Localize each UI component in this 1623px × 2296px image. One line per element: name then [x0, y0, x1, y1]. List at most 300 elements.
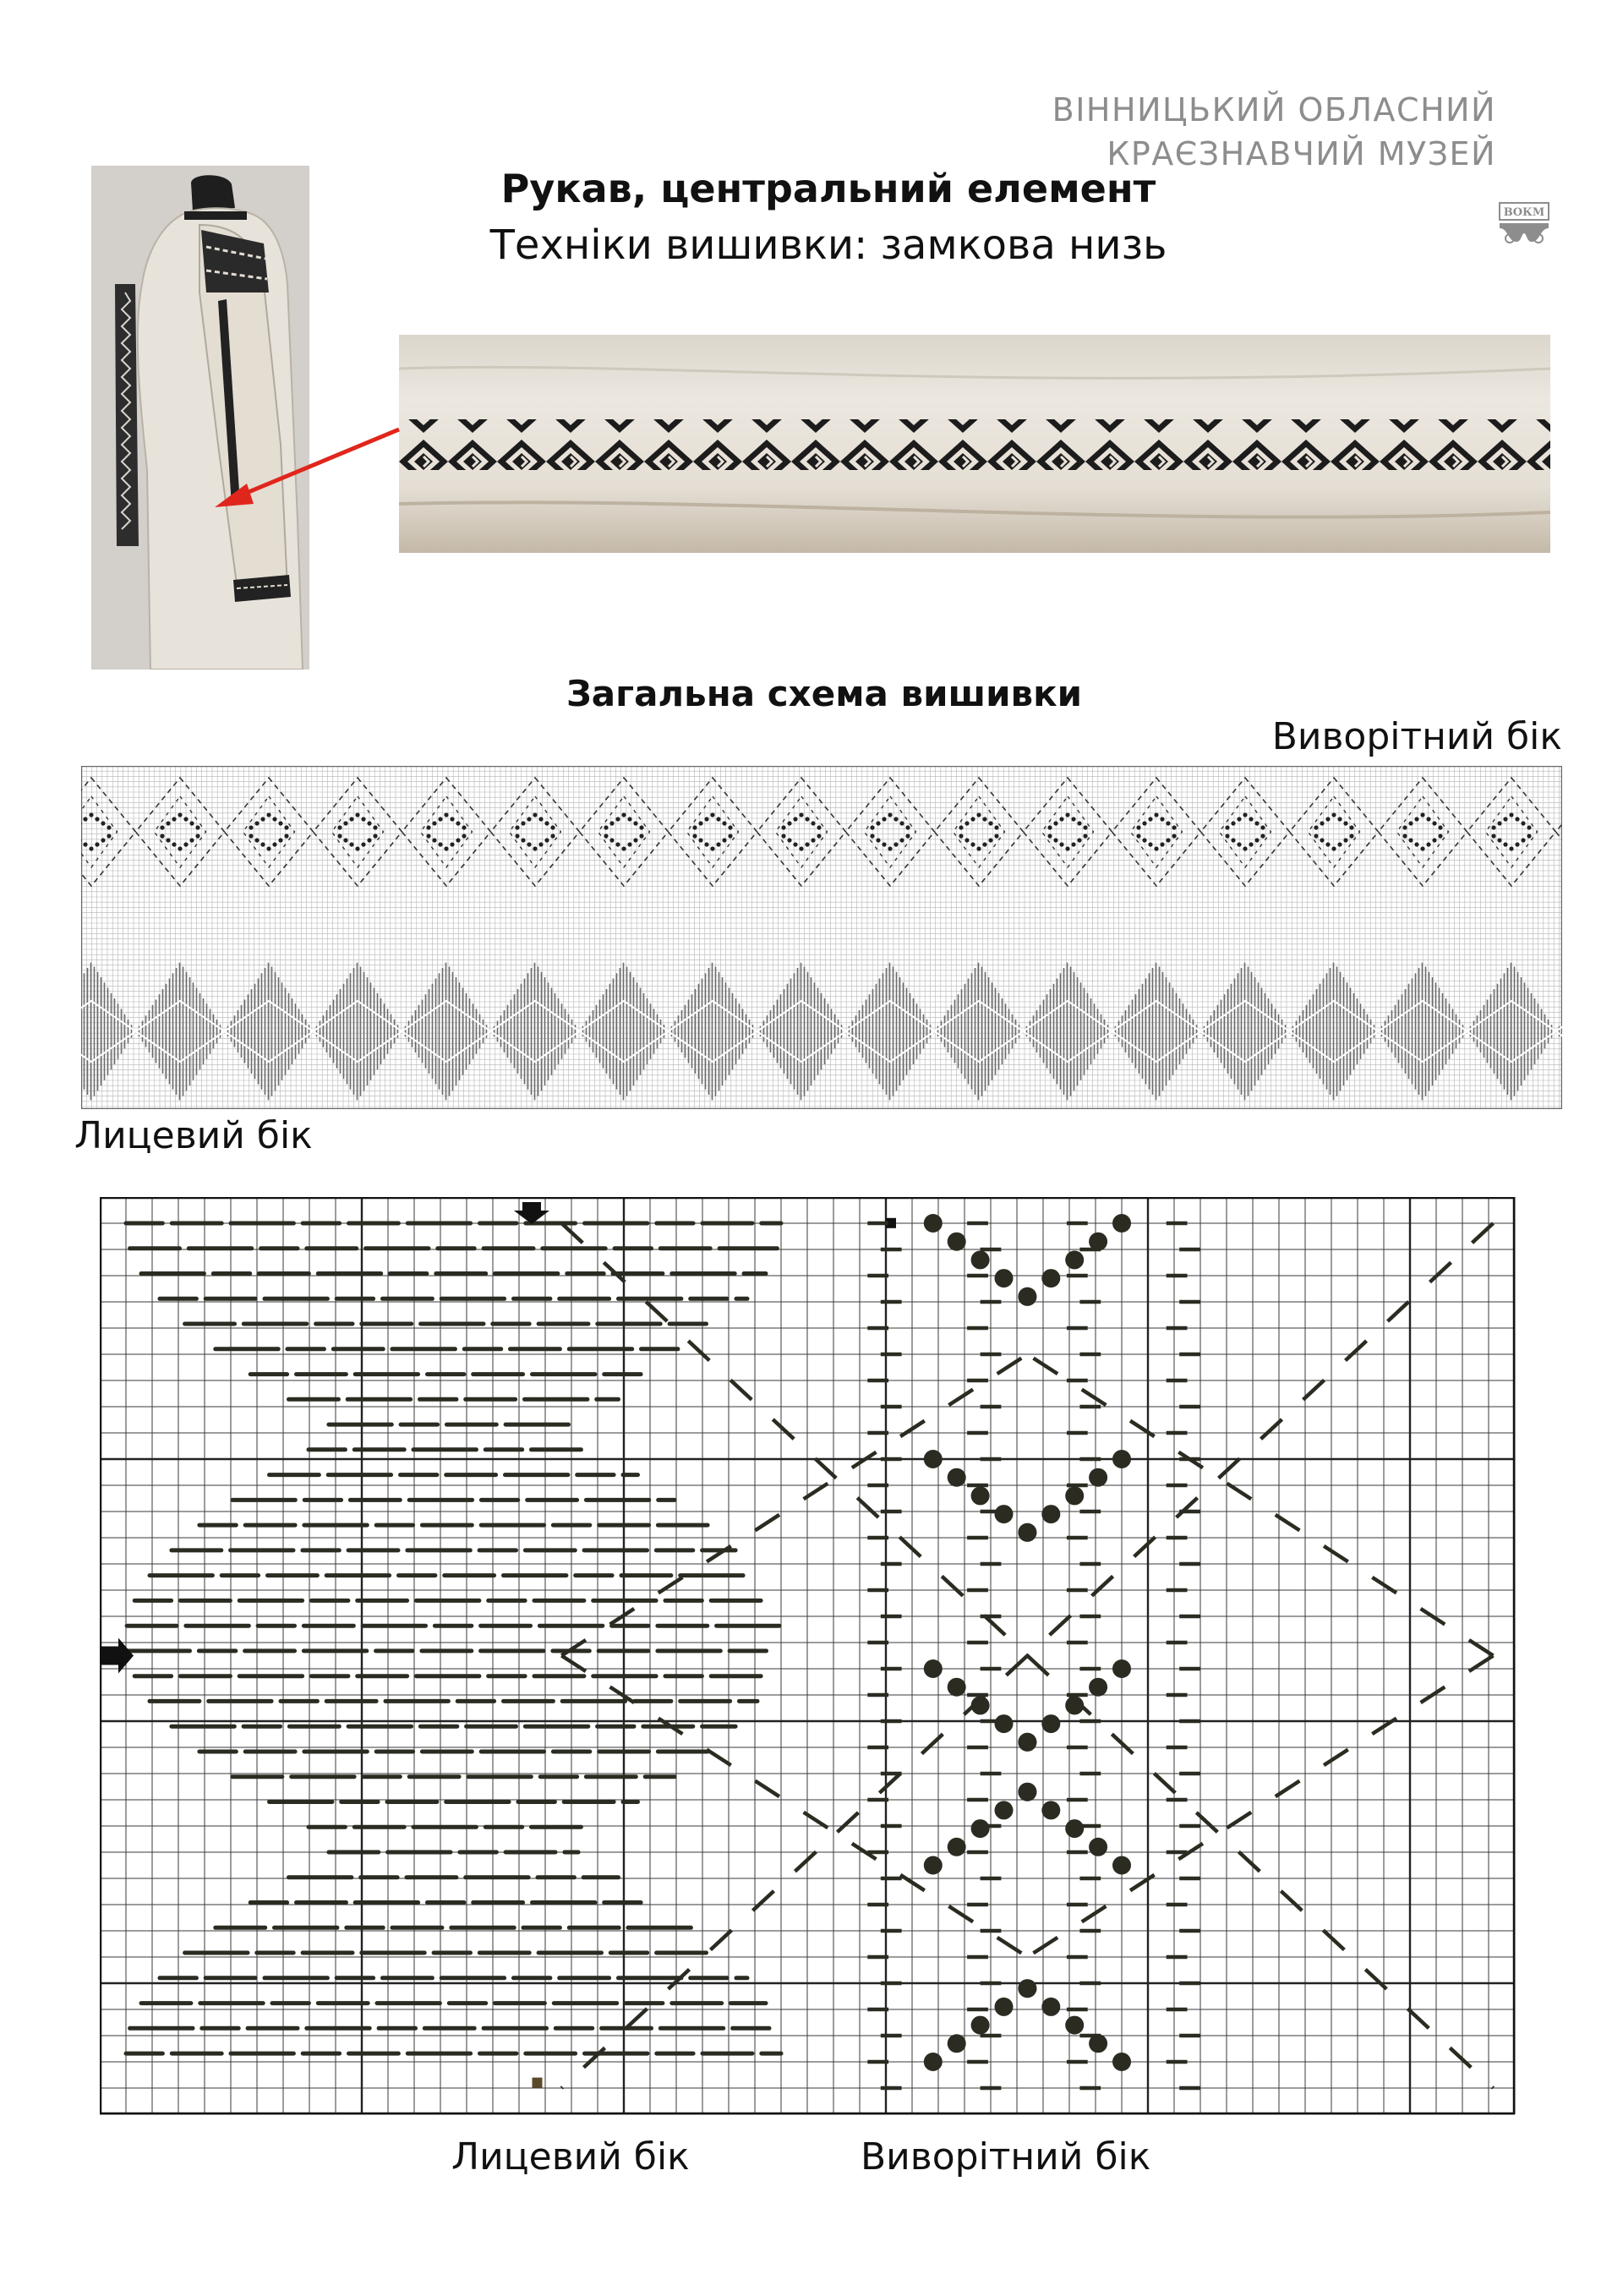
detailed-stitch-chart: [100, 1197, 1522, 2122]
overview-back-diamond: [225, 778, 314, 886]
overview-back-dot: [876, 821, 880, 825]
overview-back-dot: [965, 838, 969, 842]
overview-back-dot: [692, 825, 697, 829]
overview-back-dot: [1254, 838, 1259, 842]
overview-back-dot: [1231, 821, 1235, 825]
overview-back-dot: [432, 838, 436, 842]
overview-back-dot: [1083, 834, 1087, 838]
overview-back-dot: [101, 821, 105, 825]
overview-back-dot: [893, 842, 898, 846]
back-dot: [995, 1801, 1014, 1819]
overview-back-dot: [178, 812, 182, 817]
overview-back-dot: [1527, 834, 1531, 838]
overview-back-dot: [527, 842, 531, 846]
overview-back-dot: [799, 846, 803, 850]
overview-back-dot: [639, 834, 643, 838]
overview-back-dot: [1047, 834, 1052, 838]
overview-back-dot: [793, 842, 797, 846]
back-dot: [1112, 1214, 1131, 1233]
overview-back-dot: [1337, 842, 1342, 846]
overview-back-dot: [189, 838, 194, 842]
overview-back-dot: [1491, 825, 1495, 829]
overview-back-dot: [107, 834, 111, 838]
scheme-title: Загальна схема вишивки: [566, 673, 1083, 714]
overview-back-dot: [195, 825, 199, 829]
overview-back-inner: [155, 796, 206, 867]
overview-back-dot: [1331, 812, 1336, 817]
overview-back-dot: [83, 817, 87, 821]
overview-back-dot: [166, 821, 170, 825]
overview-back-dot: [521, 821, 525, 825]
overview-back-dot: [1166, 821, 1170, 825]
start-arrow-right-icon: [101, 1638, 134, 1674]
overview-back-dot: [899, 821, 904, 825]
back-dot: [1112, 2053, 1131, 2071]
overview-back-dot: [438, 817, 442, 821]
overview-face-diamond: [1201, 963, 1289, 1100]
overview-back-dot: [888, 812, 892, 817]
overview-back-dot: [89, 846, 93, 850]
back-dot: [1089, 1468, 1107, 1487]
back-dot: [1041, 1505, 1060, 1523]
overview-back-dot: [1148, 842, 1152, 846]
overview-back-dot: [1314, 834, 1318, 838]
back-dot: [1018, 1783, 1036, 1801]
overview-back-dot: [183, 817, 188, 821]
overview-back-dot: [83, 842, 87, 846]
overview-back-dot: [817, 825, 821, 829]
overview-back-dot: [1053, 821, 1057, 825]
overview-back-dot: [1343, 821, 1347, 825]
overview-back-dot: [1172, 825, 1176, 829]
overview-back-dot: [710, 812, 714, 817]
overview-back-dot: [160, 834, 164, 838]
overview-back-dot: [272, 842, 276, 846]
back-dot: [1041, 1998, 1060, 2016]
overview-back-inner: [243, 796, 295, 867]
overview-face-diamond: [757, 963, 845, 1100]
back-diagonal: [1027, 1354, 1493, 1656]
overview-back-dot: [284, 834, 288, 838]
overview-back-dot: [426, 825, 430, 829]
overview-back-dot: [704, 817, 708, 821]
overview-back-dot: [284, 825, 288, 829]
overview-back-inner: [510, 796, 561, 867]
overview-face-diamond: [314, 963, 402, 1100]
overview-back-dot: [1065, 846, 1069, 850]
overview-back-dot: [1402, 825, 1407, 829]
overview-back-dot: [1047, 825, 1052, 829]
overview-back-dot: [183, 842, 188, 846]
overview-back-dot: [1432, 821, 1436, 825]
label-back-side-top: Виворітний бік: [1271, 715, 1562, 758]
page-title: Рукав, центральний елемент: [500, 166, 1156, 211]
end-marker: [533, 2078, 543, 2088]
overview-back-dot: [716, 817, 720, 821]
overview-back-dot: [254, 821, 259, 825]
overview-back-dot: [982, 842, 986, 846]
overview-back-dot: [1325, 817, 1330, 821]
overview-back-dot: [627, 842, 631, 846]
overview-back-dot: [1260, 825, 1265, 829]
overview-back-dot: [1249, 842, 1253, 846]
overview-back-diamond: [846, 778, 935, 886]
overview-back-dot: [373, 834, 377, 838]
overview-back-dot: [438, 842, 442, 846]
overview-back-dot: [604, 825, 608, 829]
overview-back-dot: [621, 812, 626, 817]
overview-back-dot: [893, 817, 898, 821]
overview-back-inner: [332, 796, 384, 867]
museum-name-line1: ВІННИЦЬКИЙ ОБЛАСНИЙ: [1052, 91, 1496, 128]
overview-back-dot: [1077, 821, 1081, 825]
overview-back-dot: [811, 838, 815, 842]
overview-back-dot: [367, 821, 371, 825]
overview-back-dot: [254, 838, 259, 842]
overview-back-dot: [249, 834, 253, 838]
back-dot: [1041, 1714, 1060, 1733]
overview-back-dot: [426, 834, 430, 838]
overview-back-dot: [1225, 834, 1229, 838]
back-dot: [1112, 1450, 1131, 1468]
back-dot: [1065, 1486, 1084, 1505]
back-dot: [971, 2016, 990, 2035]
overview-back-dot: [781, 825, 785, 829]
overview-back-dot: [1059, 842, 1063, 846]
overview-back-dot: [160, 825, 164, 829]
back-dot: [995, 1714, 1014, 1733]
overview-back-dot: [698, 821, 702, 825]
overview-back-dot: [609, 821, 614, 825]
overview-back-dot: [1515, 842, 1519, 846]
overview-back-dot: [1260, 834, 1265, 838]
overview-back-dot: [195, 834, 199, 838]
overview-back-dot: [1414, 842, 1418, 846]
overview-back-dot: [1509, 846, 1513, 850]
overview-back-dot: [89, 812, 93, 817]
overview-back-inner: [865, 796, 916, 867]
overview-back-dot: [988, 821, 992, 825]
overview-back-dot: [189, 821, 194, 825]
overview-back-dot: [1160, 817, 1164, 821]
overview-back-dot: [1515, 817, 1519, 821]
overview-back-dot: [349, 817, 353, 821]
overview-back-dot: [793, 817, 797, 821]
overview-back-dot: [444, 846, 448, 850]
back-dot: [1089, 1838, 1107, 1856]
overview-back-diamond: [402, 778, 491, 886]
back-dot: [1089, 1678, 1107, 1697]
overview-back-dot: [1426, 817, 1430, 821]
overview-face-diamond: [225, 963, 313, 1100]
overview-back-dot: [1142, 821, 1146, 825]
overview-back-dot: [1337, 817, 1342, 821]
overview-back-dot: [337, 834, 342, 838]
overview-back-dot: [988, 838, 992, 842]
overview-back-dot: [1136, 825, 1140, 829]
overview-back-dot: [615, 817, 620, 821]
overview-back-dot: [1077, 838, 1081, 842]
overview-back-dot: [450, 842, 454, 846]
overview-back-inner: [1042, 796, 1094, 867]
overview-back-dot: [343, 838, 347, 842]
overview-back-dot: [710, 846, 714, 850]
back-dot: [948, 1838, 966, 1856]
overview-back-dot: [527, 817, 531, 821]
back-dot: [924, 1214, 943, 1233]
overview-back-dot: [722, 821, 726, 825]
overview-back-dot: [367, 838, 371, 842]
overview-back-dot: [1432, 838, 1436, 842]
overview-back-dot: [1408, 838, 1413, 842]
back-dot: [948, 1678, 966, 1697]
overview-back-dot: [1243, 812, 1247, 817]
overview-back-dot: [994, 825, 998, 829]
overview-back-dot: [1071, 817, 1075, 821]
back-dot: [1018, 1979, 1036, 1998]
overview-back-dot: [1438, 825, 1442, 829]
back-diagonal: [1027, 1656, 1493, 1958]
overview-back-diamond: [1112, 778, 1201, 886]
overview-back-dot: [249, 825, 253, 829]
back-diagonal: [1027, 1223, 1493, 1656]
overview-back-dot: [278, 821, 282, 825]
back-dot: [1065, 1250, 1084, 1269]
overview-face-diamond: [136, 963, 224, 1100]
overview-back-dot: [1320, 821, 1324, 825]
overview-back-dot: [882, 817, 886, 821]
overview-back-dot: [1053, 838, 1057, 842]
overview-back-dot: [373, 825, 377, 829]
overview-face-diamond: [491, 963, 579, 1100]
overview-back-dot: [1426, 842, 1430, 846]
overview-back-diamond: [935, 778, 1024, 886]
overview-back-dot: [959, 834, 963, 838]
overview-back-dot: [976, 846, 981, 850]
overview-face-diamond: [402, 963, 490, 1100]
back-dot: [1065, 2016, 1084, 2035]
overview-back-dot: [888, 846, 892, 850]
overview-back-inner: [1131, 796, 1183, 867]
overview-back-dot: [905, 834, 910, 838]
back-dot: [948, 1233, 966, 1251]
overview-back-inner: [954, 796, 1005, 867]
overview-back-dot: [266, 846, 270, 850]
back-dot: [924, 2053, 943, 2071]
overview-back-dot: [450, 817, 454, 821]
overview-back-dot: [1325, 842, 1330, 846]
overview-back-dot: [544, 821, 549, 825]
overview-face-diamond: [580, 963, 668, 1100]
overview-back-dot: [444, 812, 448, 817]
overview-back-dot: [781, 834, 785, 838]
overview-back-dot: [1142, 838, 1146, 842]
overview-back-diamond: [669, 778, 757, 886]
overview-back-dot: [349, 842, 353, 846]
back-dot: [1065, 1819, 1084, 1838]
overview-back-dot: [355, 812, 359, 817]
overview-back-dot: [432, 821, 436, 825]
overview-back-dot: [639, 825, 643, 829]
overview-back-dot: [515, 834, 519, 838]
overview-back-dot: [260, 842, 265, 846]
overview-back-dot: [970, 817, 975, 821]
overview-back-dot: [1402, 834, 1407, 838]
back-dot: [995, 1505, 1014, 1523]
overview-back-dot: [1349, 834, 1353, 838]
overview-back-dot: [976, 812, 981, 817]
overview-back-dot: [1237, 817, 1241, 821]
overview-back-dot: [615, 842, 620, 846]
overview-back-dot: [538, 842, 543, 846]
overview-back-dot: [899, 838, 904, 842]
overview-back-dot: [101, 838, 105, 842]
overview-back-dot: [959, 825, 963, 829]
overview-back-dot: [1059, 817, 1063, 821]
overview-back-dot: [1349, 825, 1353, 829]
overview-back-dot: [799, 812, 803, 817]
overview-face-diamond: [935, 963, 1023, 1100]
overview-back-dot: [1243, 846, 1247, 850]
back-dot: [1018, 1523, 1036, 1542]
overview-back-dot: [1166, 838, 1170, 842]
overview-back-dot: [355, 846, 359, 850]
overview-back-dot: [1154, 812, 1158, 817]
overview-back-diamond: [757, 778, 846, 886]
overview-back-dot: [462, 834, 466, 838]
overview-back-dot: [1320, 838, 1324, 842]
overview-back-dot: [95, 842, 99, 846]
overview-back-dot: [172, 817, 176, 821]
overview-back-dot: [1136, 834, 1140, 838]
overview-back-diamond: [81, 778, 136, 886]
overview-face-diamond: [81, 963, 135, 1100]
overview-back-dot: [343, 821, 347, 825]
back-dot: [995, 1998, 1014, 2016]
overview-back-dot: [166, 838, 170, 842]
overview-back-dot: [609, 838, 614, 842]
label-back-side-bottom: Виворітний бік: [861, 2135, 1151, 2178]
overview-back-dot: [1503, 842, 1507, 846]
overview-back-dot: [633, 838, 637, 842]
pointer-arrow: [203, 419, 406, 521]
back-dot: [924, 1450, 943, 1468]
overview-back-dot: [462, 825, 466, 829]
overview-back-dot: [970, 842, 975, 846]
overview-back-dot: [1521, 821, 1525, 825]
back-dot: [1065, 1696, 1084, 1714]
overview-face-diamond: [1290, 963, 1378, 1100]
overview-back-dot: [1249, 817, 1253, 821]
back-dot: [971, 1250, 990, 1269]
overview-back-dot: [456, 821, 460, 825]
overview-back-dot: [1231, 838, 1235, 842]
back-dot: [1041, 1801, 1060, 1819]
overview-back-diamond: [314, 778, 402, 886]
overview-back-inner: [1220, 796, 1271, 867]
back-dot: [1018, 1287, 1036, 1306]
overview-back-dot: [538, 817, 543, 821]
overview-back-dot: [361, 817, 365, 821]
overview-back-dot: [1509, 812, 1513, 817]
back-dot: [924, 1856, 943, 1875]
label-face-side-top: Лицевий бік: [74, 1114, 313, 1157]
overview-back-dot: [604, 834, 608, 838]
overview-back-dot: [876, 838, 880, 842]
overview-back-dot: [1331, 846, 1336, 850]
back-dot: [924, 1659, 943, 1678]
overview-back-dot: [515, 825, 519, 829]
overview-face-diamond: [846, 963, 934, 1100]
overview-back-dot: [1491, 834, 1495, 838]
label-face-side-bottom: Лицевий бік: [451, 2135, 690, 2178]
overview-back-dot: [882, 842, 886, 846]
overview-back-dot: [1065, 812, 1069, 817]
overview-back-dot: [811, 821, 815, 825]
overview-back-dot: [278, 838, 282, 842]
garment-photo: [91, 166, 309, 670]
overview-back-dot: [533, 812, 537, 817]
back-dot: [1112, 1856, 1131, 1875]
overview-back-dot: [1172, 834, 1176, 838]
overview-back-dot: [1497, 821, 1501, 825]
overview-back-dot: [1343, 838, 1347, 842]
overview-back-dot: [716, 842, 720, 846]
overview-back-dot: [172, 842, 176, 846]
overview-back-dot: [1237, 842, 1241, 846]
back-dot: [1089, 1233, 1107, 1251]
museum-name-line2: КРАЄЗНАВЧИЙ МУЗЕЙ: [1107, 135, 1496, 172]
overview-back-dot: [787, 821, 791, 825]
overview-back-dot: [870, 825, 874, 829]
overview-back-diamond: [1024, 778, 1112, 886]
back-dot: [1041, 1269, 1060, 1287]
overview-back-dot: [817, 834, 821, 838]
overview-back-dot: [1225, 825, 1229, 829]
overview-back-dot: [982, 817, 986, 821]
overview-back-dot: [1160, 842, 1164, 846]
overview-back-dot: [1503, 817, 1507, 821]
overview-back-dot: [95, 817, 99, 821]
back-dot: [1089, 2034, 1107, 2053]
back-dot: [948, 1468, 966, 1487]
back-dot: [971, 1486, 990, 1505]
overview-back-dot: [692, 834, 697, 838]
overview-back-dot: [621, 846, 626, 850]
overview-back-diamond: [580, 778, 669, 886]
overview-back-dot: [805, 817, 809, 821]
overview-back-diamond: [136, 778, 225, 886]
overview-back-dot: [698, 838, 702, 842]
overview-back-dot: [805, 842, 809, 846]
overview-back-dot: [627, 817, 631, 821]
back-dot: [1018, 1733, 1036, 1752]
overview-back-dot: [1414, 817, 1418, 821]
overview-back-dot: [994, 834, 998, 838]
overview-back-dot: [728, 825, 732, 829]
overview-back-dot: [965, 821, 969, 825]
overview-back-dot: [272, 817, 276, 821]
overview-back-dot: [178, 846, 182, 850]
back-dot: [948, 2034, 966, 2053]
sleeve-closeup-photo: [399, 335, 1550, 553]
overview-back-dot: [728, 834, 732, 838]
overview-back-dot: [337, 825, 342, 829]
overview-back-dot: [1438, 834, 1442, 838]
logo-text: ВОКМ: [1503, 206, 1545, 219]
overview-back-dot: [1083, 825, 1087, 829]
overview-back-dot: [260, 817, 265, 821]
